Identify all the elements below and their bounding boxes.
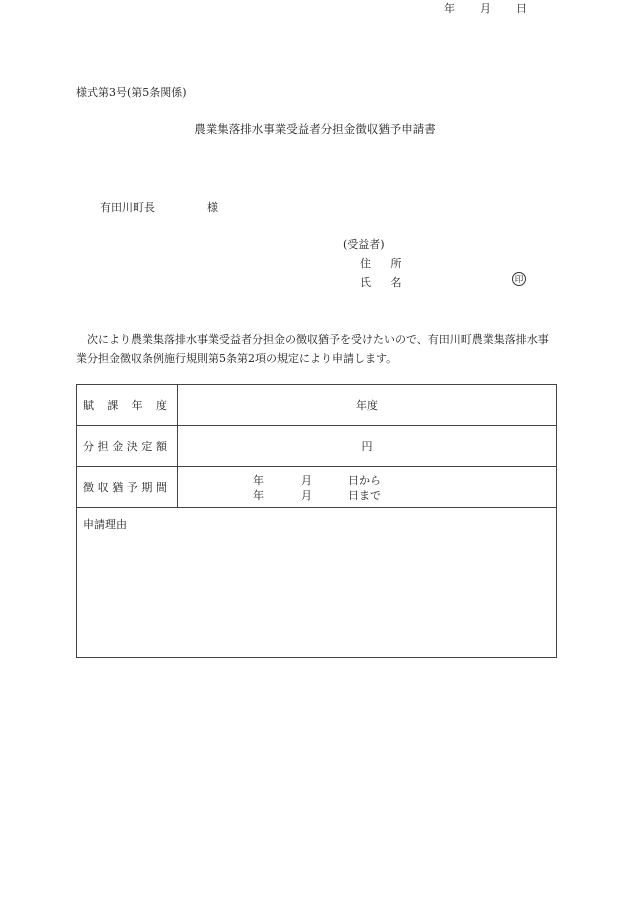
date-day-label: 日 [516,2,527,15]
form-number-label: 様式第3号(第5条関係) [76,86,187,99]
charge-amount-label: 分担金決定額 [83,440,167,454]
document-title: 農業集落排水事業受益者分担金徴収猶予申請書 [194,122,436,136]
deferral-period-field[interactable] [178,467,557,508]
reason-label: 申請理由 [83,518,127,532]
reason-field[interactable] [77,508,557,658]
applicant-heading: (受益者) [343,238,385,251]
application-statement: 次により農業集落排水事業受益者分担金の徴収猶予を受けたいので、有田川町農業集落排水事業分担金徴収条例施行規則第5条第2項の規定により申請します。 [76,333,549,365]
table-row [77,467,557,508]
period-from-line [178,472,556,487]
addressee: 有田川町長 [100,201,155,214]
table-row [77,426,557,467]
application-table [76,384,557,658]
to-month: 月 [301,489,312,503]
from-month: 月 [301,474,312,488]
honorific: 様 [207,201,218,214]
table-row [77,508,557,658]
applicant-address-label: 住 所 [360,257,410,270]
charge-amount-unit: 円 [361,440,373,454]
from-day: 日から [348,474,381,488]
label-cell [77,385,178,426]
assessment-year-unit: 年度 [356,399,378,413]
label-cell [77,467,178,508]
applicant-name-label: 氏 名 [360,276,410,289]
deferral-period-label: 徴収猶予期間 [83,481,167,495]
assessment-year-label: 賦 課 年 度 [83,399,167,413]
label-cell [77,426,178,467]
to-day: 日まで [348,489,381,503]
table-row [77,385,557,426]
date-year-label: 年 [444,2,455,15]
from-year: 年 [253,474,264,488]
period-to-line [178,487,556,502]
to-year: 年 [253,489,264,503]
seal-mark: 印 [512,272,526,286]
date-month-label: 月 [480,2,491,15]
charge-amount-field[interactable] [178,426,557,467]
assessment-year-field[interactable] [178,385,557,426]
